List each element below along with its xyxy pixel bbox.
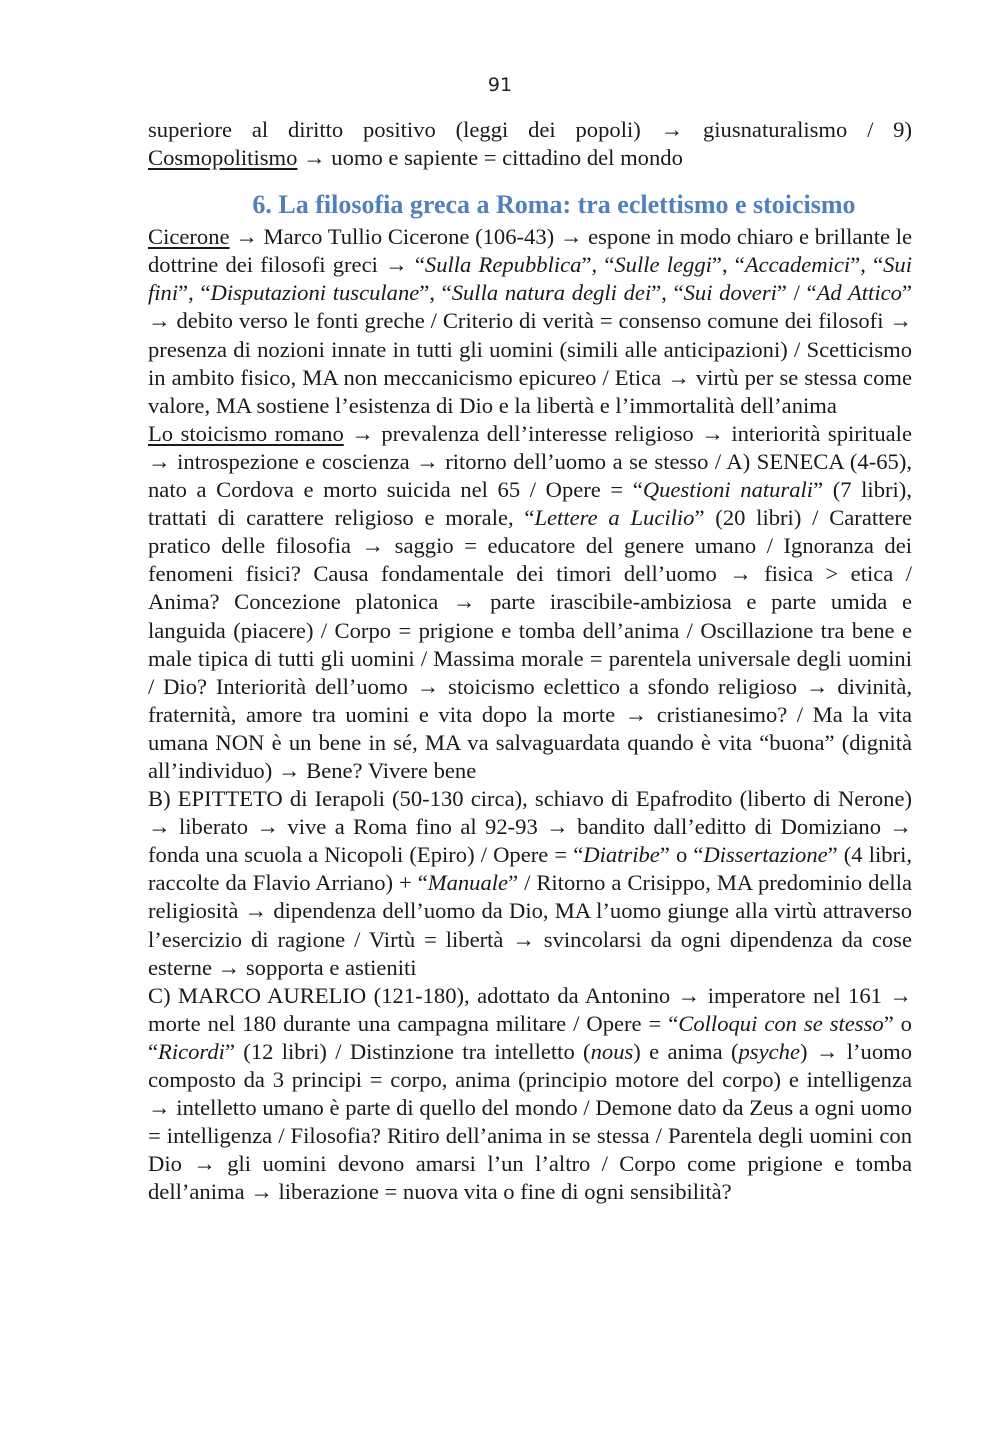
paragraph-cicerone: Cicerone → Marco Tullio Cicerone (106-43) → espone in modo chiaro e brillante le dottrine dei filosofi greci → “Sulla Repubblica”, “Sulle leggi”, “Accademici”, “Sui fini”, “Disputazioni tusculane”, “Sulla natura degli dei”, “Sui doveri” / “Ad Attico” → debito verso le fonti greche / Criterio di verità = consenso comune dei filosofi → presenza di nozioni innate in tutti gli uomini (simili alle anticipazioni) / Scetticismo in ambito fisico, MA non meccanicismo epicureo / Etica → virtù per se stessa come valore, MA sostiene l’esistenza di Dio e la libertà e l’immortalità dell’anima <box>148 224 912 418</box>
section-title: 6. La filosofia greca a Roma: tra eclettismo e stoicismo <box>252 190 856 220</box>
document-body <box>148 116 912 1206</box>
term-stoicismo-romano: Lo stoicismo romano <box>148 420 344 446</box>
page-number: 91 <box>487 74 513 96</box>
term-cosmopolitismo: Cosmopolitismo <box>148 145 298 171</box>
paragraph-marco-aurelio: C) MARCO AURELIO (121-180), adottato da Antonino → imperatore nel 161 → morte nel 180 durante una campagna militare / Opere = “Colloqui con se stesso” o “Ricordi” (12 libri) / Distinzione tra intelletto (nous) e anima (psyche) → l’uomo composto da 3 principi = corpo, anima (principio motore del corpo) e intelligenza → intelletto umano è parte di quello del mondo / Demone dato da Zeus a ogni uomo = intelligenza / Filosofia? Ritiro dell’anima in se stessa / Parentela degli uomini con Dio → gli uomini devono amarsi l’un l’altro / Corpo come prigione e tomba dell’anima → liberazione = nuova vita o fine di ogni sensibilità? <box>148 982 912 1205</box>
paragraph-stoicismo-seneca: Lo stoicismo romano → prevalenza dell’interesse religioso → interiorità spirituale → introspezione e coscienza → ritorno dell’uomo a se stesso / A) SENECA (4-65), nato a Cordova e morto suicida nel 65 / Opere = “Questioni naturali” (7 libri), trattati di carattere religioso e morale, “Lettere a Lucilio” (20 libri) / Carattere pratico delle filosofia → saggio = educatore del genere umano / Ignoranza dei fenomeni fisici? Causa fondamentale dei timori dell’uomo → fisica > etica / Anima? Concezione platonica → parte irascibile-ambiziosa e parte umida e languida (piacere) / Corpo = prigione e tomba dell’anima / Oscillazione tra bene e male tipica di tutti gli uomini / Massima morale = parentela universale degli uomini / Dio? Interiorità dell’uomo → stoicismo eclettico a sfondo religioso → divinità, fraternità, amore tra uomini e vita dopo la morte → cristianesimo? / Ma la vita umana NON è un bene in sé, MA va salvaguardata quando è vita “buona” (dignità all’individuo) → Bene? Vivere bene <box>148 420 912 783</box>
paragraph-epitteto: B) EPITTETO di Ierapoli (50-130 circa), schiavo di Epafrodito (liberto di Nerone) → liberato → vive a Roma fino al 92-93 → bandito dall’editto di Domiziano → fonda una scuola a Nicopoli (Epiro) / Opere = “Diatribe” o “Dissertazione” (4 libri, raccolte da Flavio Arriano) + “Manuale” / Ritorno a Crisippo, MA predominio della religiosità → dipendenza dell’uomo da Dio, MA l’uomo giunge alla virtù attraverso l’esercizio di ragione / Virtù = libertà → svincolarsi da ogni dipendenza da cose esterne → sopporta e astieniti <box>148 786 913 980</box>
term-cicerone: Cicerone <box>148 224 230 250</box>
paragraph-giusnaturalismo: superiore al diritto positivo (leggi dei popoli) → giusnaturalismo / 9) Cosmopolitismo → uomo e sapiente = cittadino del mondo <box>148 117 912 171</box>
